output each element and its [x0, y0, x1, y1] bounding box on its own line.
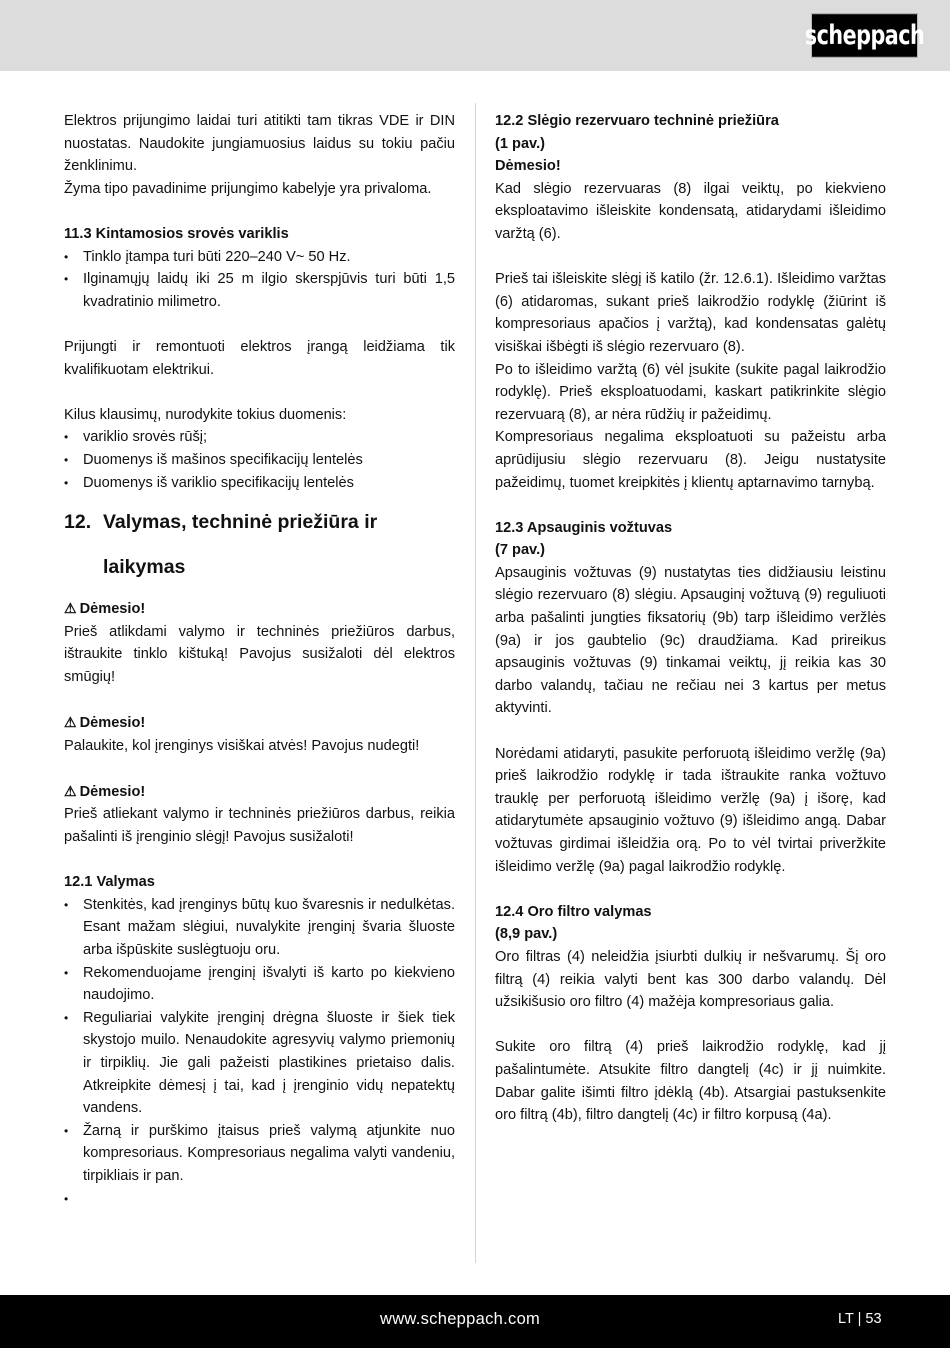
warning-label: Dėmesio!	[79, 783, 146, 800]
bullet-list-11-3	[64, 246, 455, 314]
list-item: • Ilginamųjų laidų iki 25 m ilgio skerspjūvis turi būti 1,5 kvadratinio milimetro.	[64, 268, 455, 313]
list-item: • Reguliariai valykite įrenginį drėgna šluoste ir šiek tiek skystojo muilo. Nenaudokite agresyvių valymo priemonių ir tirpiklių. Jie gali pažeisti plastikines prietaiso dalis. Atkreipkite dėmesį į tai, kad į įrenginio vidų nepatektų vandens.	[64, 1007, 455, 1120]
section-heading-12-4: 12.4 Oro filtro valymas	[495, 903, 652, 920]
list-item: • Žarną ir purškimo įtaisus prieš valymą atjunkite nuo kompresoriaus. Kompresoriaus negalima valyti vandeniu, tirpikliais ir pan.	[64, 1120, 455, 1188]
chapter-heading-12	[64, 500, 455, 590]
left-column	[64, 110, 455, 1210]
list-item: • variklio srovės rūšį;	[64, 426, 455, 449]
paragraph: Sukite oro filtrą (4) prieš laikrodžio rodyklę, kad jį pašalintumėte. Atsukite filtro dangtelį (4c) ir jį nuimkite. Dabar galite išimti filtro įdėklą (4b). Atsargiai pastuksenkite oro filtrą (4b), filtro dangtelį (4c) ir filtro korpusą (4a).	[495, 1039, 886, 1124]
right-column	[495, 110, 886, 1127]
paragraph: Apsauginis vožtuvas (9) nustatytas ties didžiausiu leistinu slėgio rezervuaro (8) slėgiu. Apsauginį vožtuvą (9) reguliuoti arba pašalinti jungties fiksatorių (9b) tarp išleidimo veržlės (9a) ir jos gaubtelio (9c) draudžiama. Kad prireikus apsauginis vožtuvas (9) tinkamai veiktų, jį reikia kas 30 darbo valandų, tačiau ne rečiau nei 3 kartus per metus aktyvinti.	[495, 564, 886, 717]
paragraph: Norėdami atidaryti, pasukite perforuotą išleidimo veržlę (9a) prieš laikrodžio rodyklę ir tada ištraukite ranka vožtuvo trauklę per perforuotą išleidimo veržlę (9a) į išorę, kad atidarytumėte apsauginio vožtuvo (9) išleidimo angą. Dabar vožtuvas girdimai išleidžia orą. Po to vėl tvirtai priveržkite išleidimo veržlę (9a) pagal laikrodžio rodyklę.	[495, 745, 886, 875]
paragraph: Po to išleidimo varžtą (6) vėl įsukite (sukite pagal laikrodžio rodyklę). Prieš eksploatuodami, kaskart patikrinkite slėgio rezervuarą (8), ar nėra rūdžių ir pažeidimų.	[495, 361, 886, 423]
list-item: • Rekomenduojame įrenginį išvalyti iš karto po kiekvieno naudojimo.	[64, 962, 455, 1007]
page-number: LT | 53	[838, 1311, 882, 1327]
paragraph: Prieš tai išleiskite slėgį iš katilo (žr. 12.6.1). Išleidimo varžtas (6) atidaromas, sukant prieš laikrodžio rodyklę (žiūrint iš kompresoriaus apačios į varžtą), kad kondensatas galėtų visiškai išbėgti iš slėgio rezervuaro (8).	[495, 271, 886, 355]
warning-label: Dėmesio!	[79, 601, 146, 618]
attention-label: Dėmesio!	[495, 158, 561, 175]
page-header-band	[0, 0, 950, 71]
list-item: • Duomenys iš mašinos specifikacijų lentelės	[64, 449, 455, 472]
column-divider	[475, 103, 476, 1263]
warning-text: Prieš atlikdami valymo ir techninės priežiūros darbus, ištraukite tinklo kištuką! Pavojus susižaloti dėl elektros smūgių!	[64, 623, 455, 685]
electrician-note: Prijungti ir remontuoti elektros įrangą leidžiama tik kvalifikuotam elektrikui.	[64, 338, 455, 378]
chapter-title-line-2: laikymas	[103, 556, 186, 579]
warning-text: Palaukite, kol įrenginys visiškai atvės! Pavojus nudegti!	[64, 737, 420, 754]
warning-triangle-icon: ⚠	[64, 714, 77, 731]
section-heading-12-2: 12.2 Slėgio rezervuaro techninė priežiūra	[495, 113, 779, 129]
figure-reference: (7 pav.)	[495, 542, 546, 559]
warning-block	[64, 711, 455, 757]
questions-list	[64, 426, 455, 494]
chapter-title-line-1: Valymas, techninė priežiūra ir	[103, 511, 378, 534]
list-item-empty	[64, 1188, 455, 1211]
list-item: • Duomenys iš variklio specifikacijų lentelės	[64, 472, 455, 495]
paragraph: Kompresoriaus negalima eksploatuoti su pažeistu arba aprūdijusiu slėgio rezervuaru (8). Jeigu nustatysite pažeidimų, tuomet kreipkitės į klientų aptarnavimo tarnybą.	[495, 429, 886, 491]
paragraph: Oro filtras (4) neleidžia įsiurbti dulkių ir nešvarumų. Šį oro filtrą (4) reikia valyti bent kas 300 darbo valandų. Dėl užsikišusio oro filtro (4) mažėja kompresoriaus galia.	[495, 948, 886, 1011]
warning-block	[64, 780, 455, 849]
bullet-list-12-1	[64, 894, 455, 1210]
page-footer	[0, 1295, 950, 1348]
warning-block	[64, 597, 455, 688]
warning-triangle-icon: ⚠	[64, 782, 77, 799]
website-link[interactable]: www.scheppach.com	[380, 1310, 541, 1328]
figure-reference: (1 pav.)	[495, 135, 546, 152]
figure-reference: (8,9 pav.)	[495, 926, 558, 943]
warning-text: Prieš atliekant valymo ir techninės priežiūros darbus, reikia pašalinti iš įrenginio slėgį! Pavojus susižaloti!	[64, 806, 455, 846]
section-heading-11-3: 11.3 Kintamosios srovės variklis	[64, 225, 289, 242]
section-heading-12-3: 12.3 Apsauginis vožtuvas	[495, 519, 673, 536]
section-heading-12-1: 12.1 Valymas	[64, 874, 155, 891]
questions-intro: Kilus klausimų, nurodykite tokius duomenis:	[64, 406, 347, 423]
list-item: • Tinklo įtampa turi būti 220–240 V~ 50 Hz.	[64, 246, 455, 269]
warning-triangle-icon: ⚠	[64, 600, 77, 617]
scheppach-logo: scheppach	[811, 13, 918, 58]
list-item: • Stenkitės, kad įrenginys būtų kuo švaresnis ir nedulkėtas. Esant mažam slėgiui, nuvalykite įrenginį švaria šluoste arba išpūskite suslėgtuoju oru.	[64, 894, 455, 962]
intro-paragraph: Elektros prijungimo laidai turi atitikti tam tikras VDE ir DIN nuostatas. Naudokite jungiamuosius laidus su tokiu pačiu ženklinimu.	[64, 113, 455, 175]
chapter-number: 12.	[64, 511, 92, 534]
paragraph: Kad slėgio rezervuaras (8) ilgai veiktų, po kiekvieno eksploatavimo išleiskite kondensatą, atidarydami išleidimo varžtą (6).	[495, 180, 886, 242]
warning-label: Dėmesio!	[79, 715, 146, 732]
intro-paragraph: Žyma tipo pavadinime prijungimo kabelyje yra privaloma.	[64, 180, 432, 197]
